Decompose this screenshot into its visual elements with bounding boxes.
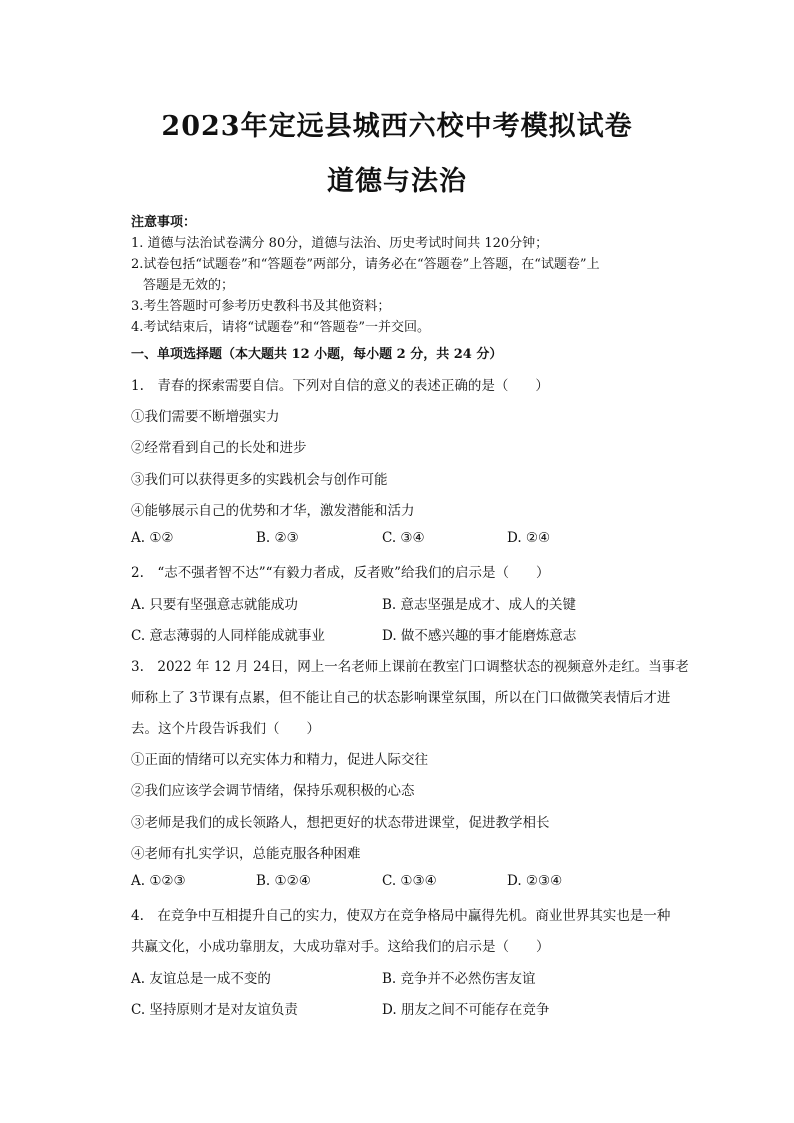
q1-option-c: C. ③④ [382,530,425,546]
q3-option-c: C. ①③④ [382,873,437,889]
q3-option-d: D. ②③④ [507,873,563,889]
notice-item: 3.考生答题时可参考历史教科书及其他资料； [131,299,391,314]
notice-item: 2.试卷包括“试题卷”和“答题卷”两部分，请务必在“答题卷”上答题，在“试题卷”上 [131,257,600,272]
exam-title: 2023年定远县城西六校中考模拟试卷 [161,111,633,142]
q3-option-b: B. ①②④ [256,873,311,889]
q4-option-c: C. 坚持原则才是对友谊负责 [131,1002,298,1018]
q3-option-a: A. ①②③ [131,873,186,889]
q4-option-d: D. 朋友之间不可能存在竞争 [382,1002,550,1018]
q3-stem-line: 3. 2022 年 12 月 24日，网上一名老师上课前在教室门口调整状态的视频意外走红。当事老 [131,659,689,675]
notice-item: 答题是无效的； [143,278,235,293]
section-heading: 一、单项选择题（本大题共 12 小题，每小题 2 分，共 24 分） [131,347,503,362]
q1-option-a: A. ①② [131,530,174,546]
q4-option-b: B. 竞争并不必然伤害友谊 [382,971,536,987]
q2-stem: 2. “志不强者智不达”“有毅力者成，反者败”给我们的启示是（ ） [131,565,550,581]
q4-stem-line: 4. 在竞争中互相提升自己的实力，使双方在竞争格局中赢得先机。商业世界其实也是一种 [131,908,671,924]
q1-option-d: D. ②④ [507,530,551,546]
q1-stem: 1. 青春的探索需要自信。下列对自信的意义的表述正确的是（ ） [131,378,549,394]
q4-option-a: A. 友谊总是一成不变的 [131,971,271,987]
exam-subject: 道德与法治 [327,166,467,197]
q1-statement: ③我们可以获得更多的实践机会与创作可能 [131,472,388,488]
q1-statement: ④能够展示自己的优势和才华，激发潜能和活力 [131,503,415,519]
q2-option-d: D. 做不感兴趣的事才能磨炼意志 [382,628,577,644]
notice-block [131,212,691,338]
q3-statement: ①正面的情绪可以充实体力和精力，促进人际交往 [131,752,428,768]
q4-stem-line: 共赢文化，小成功靠朋友，大成功靠对手。这给我们的启示是（ ） [131,939,550,955]
q3-stem-line: 师称上了 3节课有点累，但不能让自己的状态影响课堂氛围，所以在门口做微笑表情后才进 [131,690,671,706]
q1-statement: ②经常看到自己的长处和进步 [131,440,307,456]
notice-item: 1. 道德与法治试卷满分 80分，道德与法治、历史考试时间共 120分钟； [131,236,549,251]
q1-option-b: B. ②③ [256,530,299,546]
q2-option-a: A. 只要有坚强意志就能成功 [131,597,298,613]
notice-heading: 注意事项： [131,215,197,230]
q3-statement: ③老师是我们的成长领路人，想把更好的状态带进课堂，促进教学相长 [131,815,550,831]
q2-option-b: B. 意志坚强是成才、成人的关键 [382,597,577,613]
q3-stem-line: 去。这个片段告诉我们（ ） [131,721,320,737]
notice-item: 4.考试结束后，请将“试题卷”和“答题卷”一并交回。 [131,320,430,335]
q2-option-c: C. 意志薄弱的人同样能成就事业 [131,628,325,644]
q1-statement: ①我们需要不断增强实力 [131,409,280,425]
q3-statement: ④老师有扎实学识，总能克服各种困难 [131,846,361,862]
q3-statement: ②我们应该学会调节情绪，保持乐观积极的心态 [131,783,415,799]
